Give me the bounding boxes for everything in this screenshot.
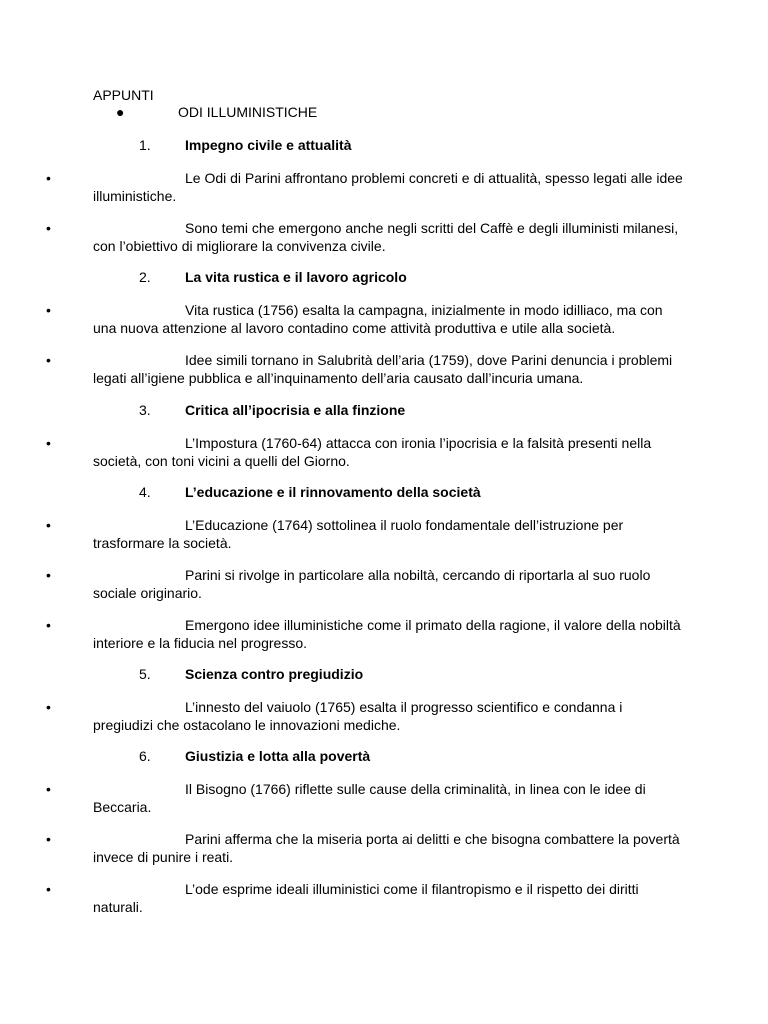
point-text: L’Impostura (1760-64) attacca con ironia l’ipocrisia e la falsità presenti nella società, con toni vicini a quelli del Giorno. (93, 435, 652, 469)
section-point (46, 780, 683, 816)
point-text: L’ode esprime ideali illuministici come il filantropismo e il rispetto dei diritti naturali. (93, 881, 639, 915)
section-number: 6. (139, 748, 151, 764)
bullet-icon: • (46, 567, 51, 583)
point-text: L’Educazione (1764) sottolinea il ruolo fondamentale dell’istruzione per trasformare la società. (93, 517, 624, 551)
point-text: Sono temi che emergono anche negli scritti del Caffè e degli illuministi milanesi, con l’obiettivo di migliorare la convivenza civile. (93, 220, 679, 254)
point-text: L’innesto del vaiuolo (1765) esalta il progresso scientifico e condanna i pregiudizi che ostacolano le innovazioni mediche. (93, 699, 623, 733)
section-title: L’educazione e il rinnovamento della società (185, 484, 481, 500)
section-point (46, 516, 683, 552)
point-text: Idee simili tornano in Salubrità dell’aria (1759), dove Parini denuncia i problemi legati all’igiene pubblica e all’inquinamento dell’aria causato dall’incuria umana. (93, 352, 673, 386)
section-point (46, 830, 683, 866)
section-point (46, 301, 683, 337)
document-heading: ODI ILLUMINISTICHE (178, 104, 318, 120)
section-point (46, 434, 683, 470)
section-title: Critica all’ipocrisia e alla finzione (185, 402, 406, 418)
point-text: Emergono idee illuministiche come il primato della ragione, il valore della nobiltà interiore e la fiducia nel progresso. (93, 617, 681, 651)
document-title: APPUNTI (93, 87, 154, 103)
bullet-icon: • (46, 617, 51, 633)
section-point (46, 219, 683, 255)
section-point (46, 698, 683, 734)
section-point (46, 351, 683, 387)
point-text: Il Bisogno (1766) riflette sulle cause della criminalità, in linea con le idee di Beccaria. (93, 781, 646, 815)
section-number: 5. (139, 666, 151, 682)
bullet-icon: • (46, 831, 51, 847)
bullet-icon: • (46, 170, 51, 186)
section-number: 4. (139, 484, 151, 500)
section-point (46, 566, 683, 602)
bullet-icon: • (46, 302, 51, 318)
bullet-icon: • (46, 881, 51, 897)
bullet-icon: • (46, 781, 51, 797)
point-text: Parini si rivolge in particolare alla nobiltà, cercando di riportarla al suo ruolo sociale originario. (93, 567, 651, 601)
section-number: 2. (139, 269, 151, 285)
section-point (46, 616, 683, 652)
section-title: La vita rustica e il lavoro agricolo (185, 269, 407, 285)
point-text: Le Odi di Parini affrontano problemi concreti e di attualità, spesso legati alle idee illuministiche. (93, 170, 683, 204)
section-title: Impegno civile e attualità (185, 137, 352, 153)
section-title: Giustizia e lotta alla povertà (185, 748, 371, 764)
section-title: Scienza contro pregiudizio (185, 666, 364, 682)
section-point (46, 169, 683, 205)
section-point (46, 880, 683, 916)
section-number: 1. (139, 137, 151, 153)
point-text: Parini afferma che la miseria porta ai delitti e che bisogna combattere la povertà invece di punire i reati. (93, 831, 680, 865)
bullet-icon: • (46, 699, 51, 715)
main-bullet-icon: ● (116, 104, 125, 120)
bullet-icon: • (46, 517, 51, 533)
bullet-icon: • (46, 435, 51, 451)
section-number: 3. (139, 402, 151, 418)
bullet-icon: • (46, 352, 51, 368)
bullet-icon: • (46, 220, 51, 236)
point-text: Vita rustica (1756) esalta la campagna, inizialmente in modo idilliaco, ma con una nuova attenzione al lavoro contadino come attività produttiva e utile alla società. (93, 302, 663, 336)
